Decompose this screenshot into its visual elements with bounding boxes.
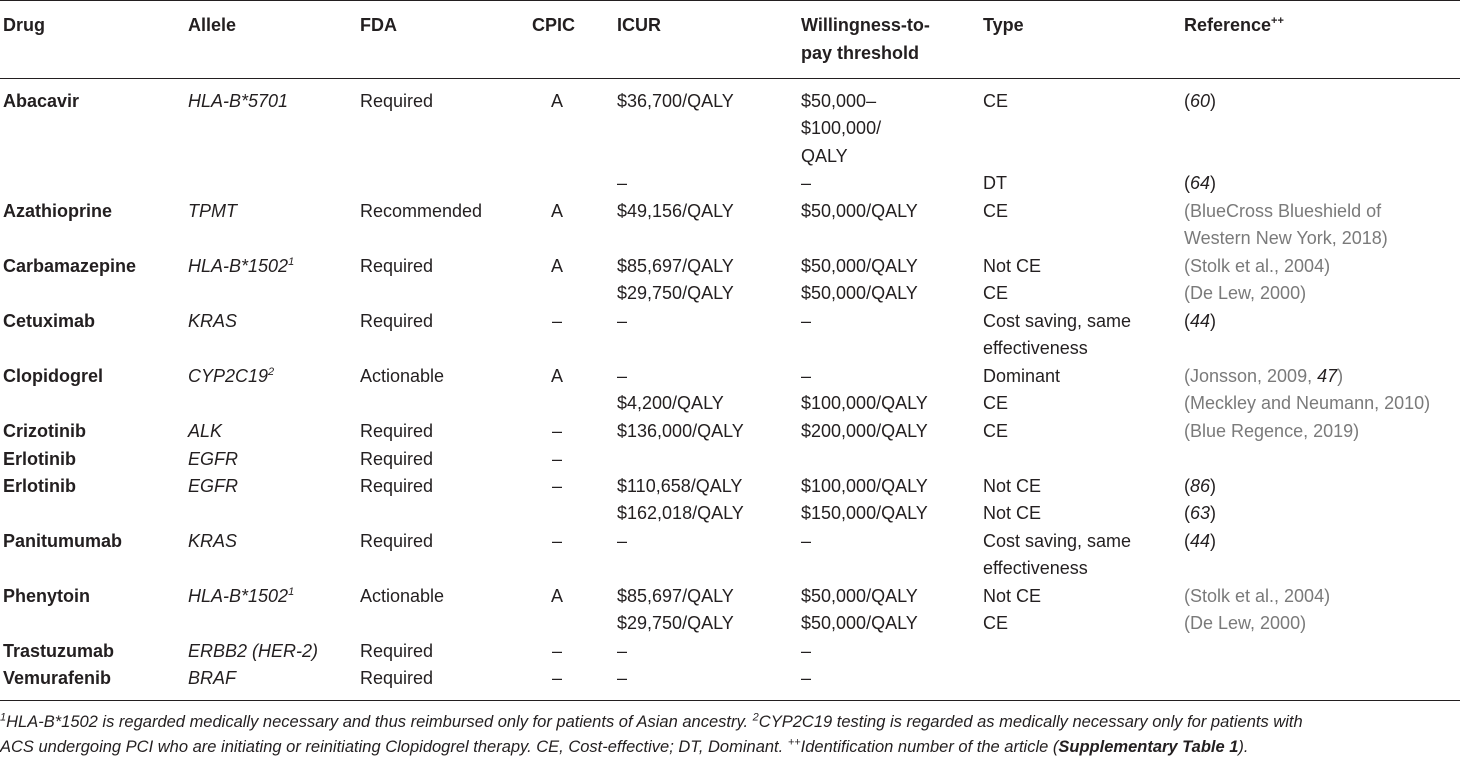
ref-paren: (: [1184, 311, 1190, 331]
ref-paren: (: [1184, 173, 1190, 193]
cell-icur: $136,000/QALY: [617, 421, 744, 441]
cell-allele: EGFR: [188, 476, 239, 496]
cell-drug: Clopidogrel: [3, 366, 103, 386]
table-top-rule: [0, 0, 1460, 1]
allele-name: HLA-B*1502: [188, 256, 289, 276]
cell-fda: Required: [360, 421, 434, 441]
ref-paren: (: [1184, 91, 1190, 111]
cell-type: Not CE: [983, 476, 1042, 496]
table-footnote: [0, 710, 1458, 760]
cell-type: CE: [983, 201, 1009, 221]
header-type: Type: [983, 15, 1024, 35]
cell-allele: [188, 253, 294, 281]
cell-allele: KRAS: [188, 531, 238, 551]
cell-wtp: $100,000/: [801, 118, 882, 138]
cell-fda: Required: [360, 311, 434, 331]
cell-cpic: –: [551, 311, 562, 331]
supplementary-table-link[interactable]: Supplementary Table 1: [1058, 738, 1239, 756]
footnote-mark: 2: [752, 711, 759, 724]
footnote-mark: 2: [268, 366, 275, 378]
cell-icur: –: [617, 366, 628, 386]
cell-cpic: A: [550, 91, 563, 111]
cell-wtp: $50,000/QALY: [801, 613, 918, 633]
cell-wtp: $200,000/QALY: [801, 421, 928, 441]
cell-icur: $29,750/QALY: [617, 283, 734, 303]
cell-type: Cost saving, same: [983, 311, 1132, 331]
cell-icur: –: [617, 641, 628, 661]
cell-cpic: A: [550, 201, 563, 221]
cell-wtp: $50,000/QALY: [801, 283, 918, 303]
cell-wtp: $50,000/QALY: [801, 586, 918, 606]
ref-number: 60: [1190, 91, 1211, 111]
header-reference-label: Reference: [1184, 15, 1272, 35]
cell-type: Not CE: [983, 256, 1042, 276]
cell-icur: $85,697/QALY: [617, 586, 734, 606]
footnote-mark: ++: [787, 736, 801, 749]
cell-type: effectiveness: [983, 558, 1088, 578]
cell-allele: ALK: [188, 421, 223, 441]
cell-type: CE: [983, 393, 1009, 413]
cell-wtp: –: [801, 531, 812, 551]
ref-paren: ): [1210, 476, 1217, 496]
cell-cpic: A: [550, 586, 563, 606]
cell-type: effectiveness: [983, 338, 1088, 358]
header-drug: Drug: [3, 15, 45, 35]
cell-allele: TPMT: [188, 201, 237, 221]
ref-number: 63: [1190, 503, 1211, 523]
cell-wtp: –: [801, 641, 812, 661]
ref-number: 44: [1190, 531, 1211, 551]
cell-icur: –: [617, 311, 628, 331]
cell-icur: $110,658/QALY: [617, 476, 743, 496]
ref-citation: (Jonsson, 2009,: [1184, 366, 1318, 386]
cell-fda: Required: [360, 476, 434, 496]
cell-reference: (Blue Regence, 2019): [1184, 421, 1360, 441]
cell-icur: –: [617, 173, 628, 193]
cell-wtp: $150,000/QALY: [801, 503, 928, 523]
cell-cpic: –: [551, 421, 562, 441]
cell-drug: Azathioprine: [3, 201, 113, 221]
cell-allele: [188, 583, 294, 611]
allele-name: HLA-B*1502: [188, 586, 289, 606]
cell-type: Dominant: [983, 366, 1061, 386]
cell-allele: ERBB2 (HER-2): [188, 641, 319, 661]
ref-paren: ): [1210, 91, 1217, 111]
cell-reference: (Meckley and Neumann, 2010): [1184, 393, 1431, 413]
cell-wtp: $100,000/QALY: [801, 393, 928, 413]
ref-paren: ): [1210, 173, 1217, 193]
cell-allele: BRAF: [188, 668, 237, 688]
cell-icur: $162,018/QALY: [617, 503, 744, 523]
ref-number: 47: [1317, 366, 1338, 386]
footnote-text: HLA-B*1502 is regarded medically necessary and thus reimbursed only for patients of Asian ancestry.: [6, 713, 753, 731]
cell-reference: [1184, 88, 1216, 116]
footnote-text: ).: [1238, 738, 1249, 756]
cell-reference: (Stolk et al., 2004): [1184, 586, 1331, 606]
header-rule: [0, 78, 1460, 79]
cell-reference: (BlueCross Blueshield of: [1184, 201, 1382, 221]
cell-type: DT: [983, 173, 1007, 193]
header-fda: FDA: [360, 15, 397, 35]
cell-drug: Abacavir: [3, 91, 80, 111]
header-reference: [1184, 10, 1284, 40]
ref-paren: ): [1210, 531, 1217, 551]
cell-fda: Recommended: [360, 201, 483, 221]
cell-type: Not CE: [983, 586, 1042, 606]
cell-fda: Required: [360, 668, 434, 688]
footnote-mark: 1: [288, 586, 295, 598]
ref-paren: ): [1210, 311, 1217, 331]
cell-drug: Vemurafenib: [3, 668, 112, 688]
cell-type: CE: [983, 283, 1009, 303]
cell-cpic: –: [551, 476, 562, 496]
cell-wtp: –: [801, 173, 812, 193]
cell-drug: Trastuzumab: [3, 641, 115, 661]
cell-wtp: $50,000/QALY: [801, 256, 918, 276]
header-reference-mark: ++: [1271, 15, 1284, 27]
ref-number: 86: [1190, 476, 1211, 496]
header-allele: Allele: [188, 15, 237, 35]
cell-drug: Erlotinib: [3, 449, 76, 469]
cell-fda: Actionable: [360, 586, 445, 606]
cell-icur: $36,700/QALY: [617, 91, 734, 111]
ref-paren: ): [1337, 366, 1344, 386]
cell-fda: Actionable: [360, 366, 445, 386]
cell-wtp: –: [801, 366, 812, 386]
cell-cpic: A: [550, 366, 563, 386]
cell-drug: Cetuximab: [3, 311, 96, 331]
cell-wtp: $50,000–: [801, 91, 877, 111]
cell-type: Not CE: [983, 503, 1042, 523]
cell-reference: [1184, 528, 1216, 556]
cell-reference: [1184, 473, 1216, 501]
header-cpic: CPIC: [532, 15, 576, 35]
header-wtp-line1: Willingness-to-: [801, 15, 930, 35]
cell-icur: $85,697/QALY: [617, 256, 734, 276]
cell-icur: –: [617, 531, 628, 551]
cell-drug: Panitumumab: [3, 531, 123, 551]
cell-drug: Crizotinib: [3, 421, 86, 441]
cell-allele: EGFR: [188, 449, 239, 469]
cell-cpic: –: [551, 449, 562, 469]
cell-reference: (De Lew, 2000): [1184, 613, 1307, 633]
cell-cpic: –: [551, 641, 562, 661]
cell-type: CE: [983, 91, 1009, 111]
ref-number: 64: [1190, 173, 1211, 193]
header-wtp-line2: pay threshold: [801, 43, 920, 63]
cell-fda: Required: [360, 531, 434, 551]
cell-cpic: –: [551, 668, 562, 688]
cell-icur: $4,200/QALY: [617, 393, 724, 413]
cell-reference: Western New York, 2018): [1184, 228, 1388, 248]
cell-reference: (De Lew, 2000): [1184, 283, 1307, 303]
ref-paren: (: [1184, 531, 1190, 551]
cell-icur: $29,750/QALY: [617, 613, 734, 633]
cell-wtp: QALY: [801, 146, 848, 166]
footnote-text: Identification number of the article (: [800, 738, 1059, 756]
ref-paren: (: [1184, 503, 1190, 523]
cell-fda: Required: [360, 256, 434, 276]
cell-reference: [1184, 500, 1216, 528]
footnote-mark: 1: [288, 256, 295, 268]
cell-type: CE: [983, 613, 1009, 633]
cell-reference: (Stolk et al., 2004): [1184, 256, 1331, 276]
cell-reference: [1184, 170, 1216, 198]
cell-icur: –: [617, 668, 628, 688]
cell-cpic: A: [550, 256, 563, 276]
cell-fda: Required: [360, 91, 434, 111]
cell-type: Cost saving, same: [983, 531, 1132, 551]
table-bottom-rule: [0, 700, 1460, 701]
cell-drug: Carbamazepine: [3, 256, 137, 276]
cell-wtp: $100,000/QALY: [801, 476, 928, 496]
cell-drug: Erlotinib: [3, 476, 76, 496]
cell-fda: Required: [360, 641, 434, 661]
cell-allele: KRAS: [188, 311, 238, 331]
cell-cpic: –: [551, 531, 562, 551]
cell-wtp: –: [801, 311, 812, 331]
cell-icur: $49,156/QALY: [617, 201, 734, 221]
header-icur: ICUR: [617, 15, 661, 35]
ref-paren: (: [1184, 476, 1190, 496]
footnote-text: CYP2C19 testing is regarded as medically necessary only for patients with: [758, 713, 1303, 731]
cell-reference: [1184, 308, 1216, 336]
cell-wtp: $50,000/QALY: [801, 201, 918, 221]
cell-allele: [188, 363, 274, 391]
allele-name: CYP2C19: [188, 366, 269, 386]
ref-paren: ): [1210, 503, 1217, 523]
footnote-text: ACS undergoing PCI who are initiating or reinitiating Clopidogrel therapy. CE, Cost-effective; DT, Dominant.: [0, 738, 788, 756]
ref-number: 44: [1190, 311, 1211, 331]
cell-wtp: –: [801, 668, 812, 688]
cell-drug: Phenytoin: [3, 586, 91, 606]
cell-type: CE: [983, 421, 1009, 441]
cell-reference: [1184, 363, 1343, 391]
cell-allele: HLA-B*5701: [188, 91, 289, 111]
cell-fda: Required: [360, 449, 434, 469]
footnote-mark: 1: [0, 711, 7, 724]
